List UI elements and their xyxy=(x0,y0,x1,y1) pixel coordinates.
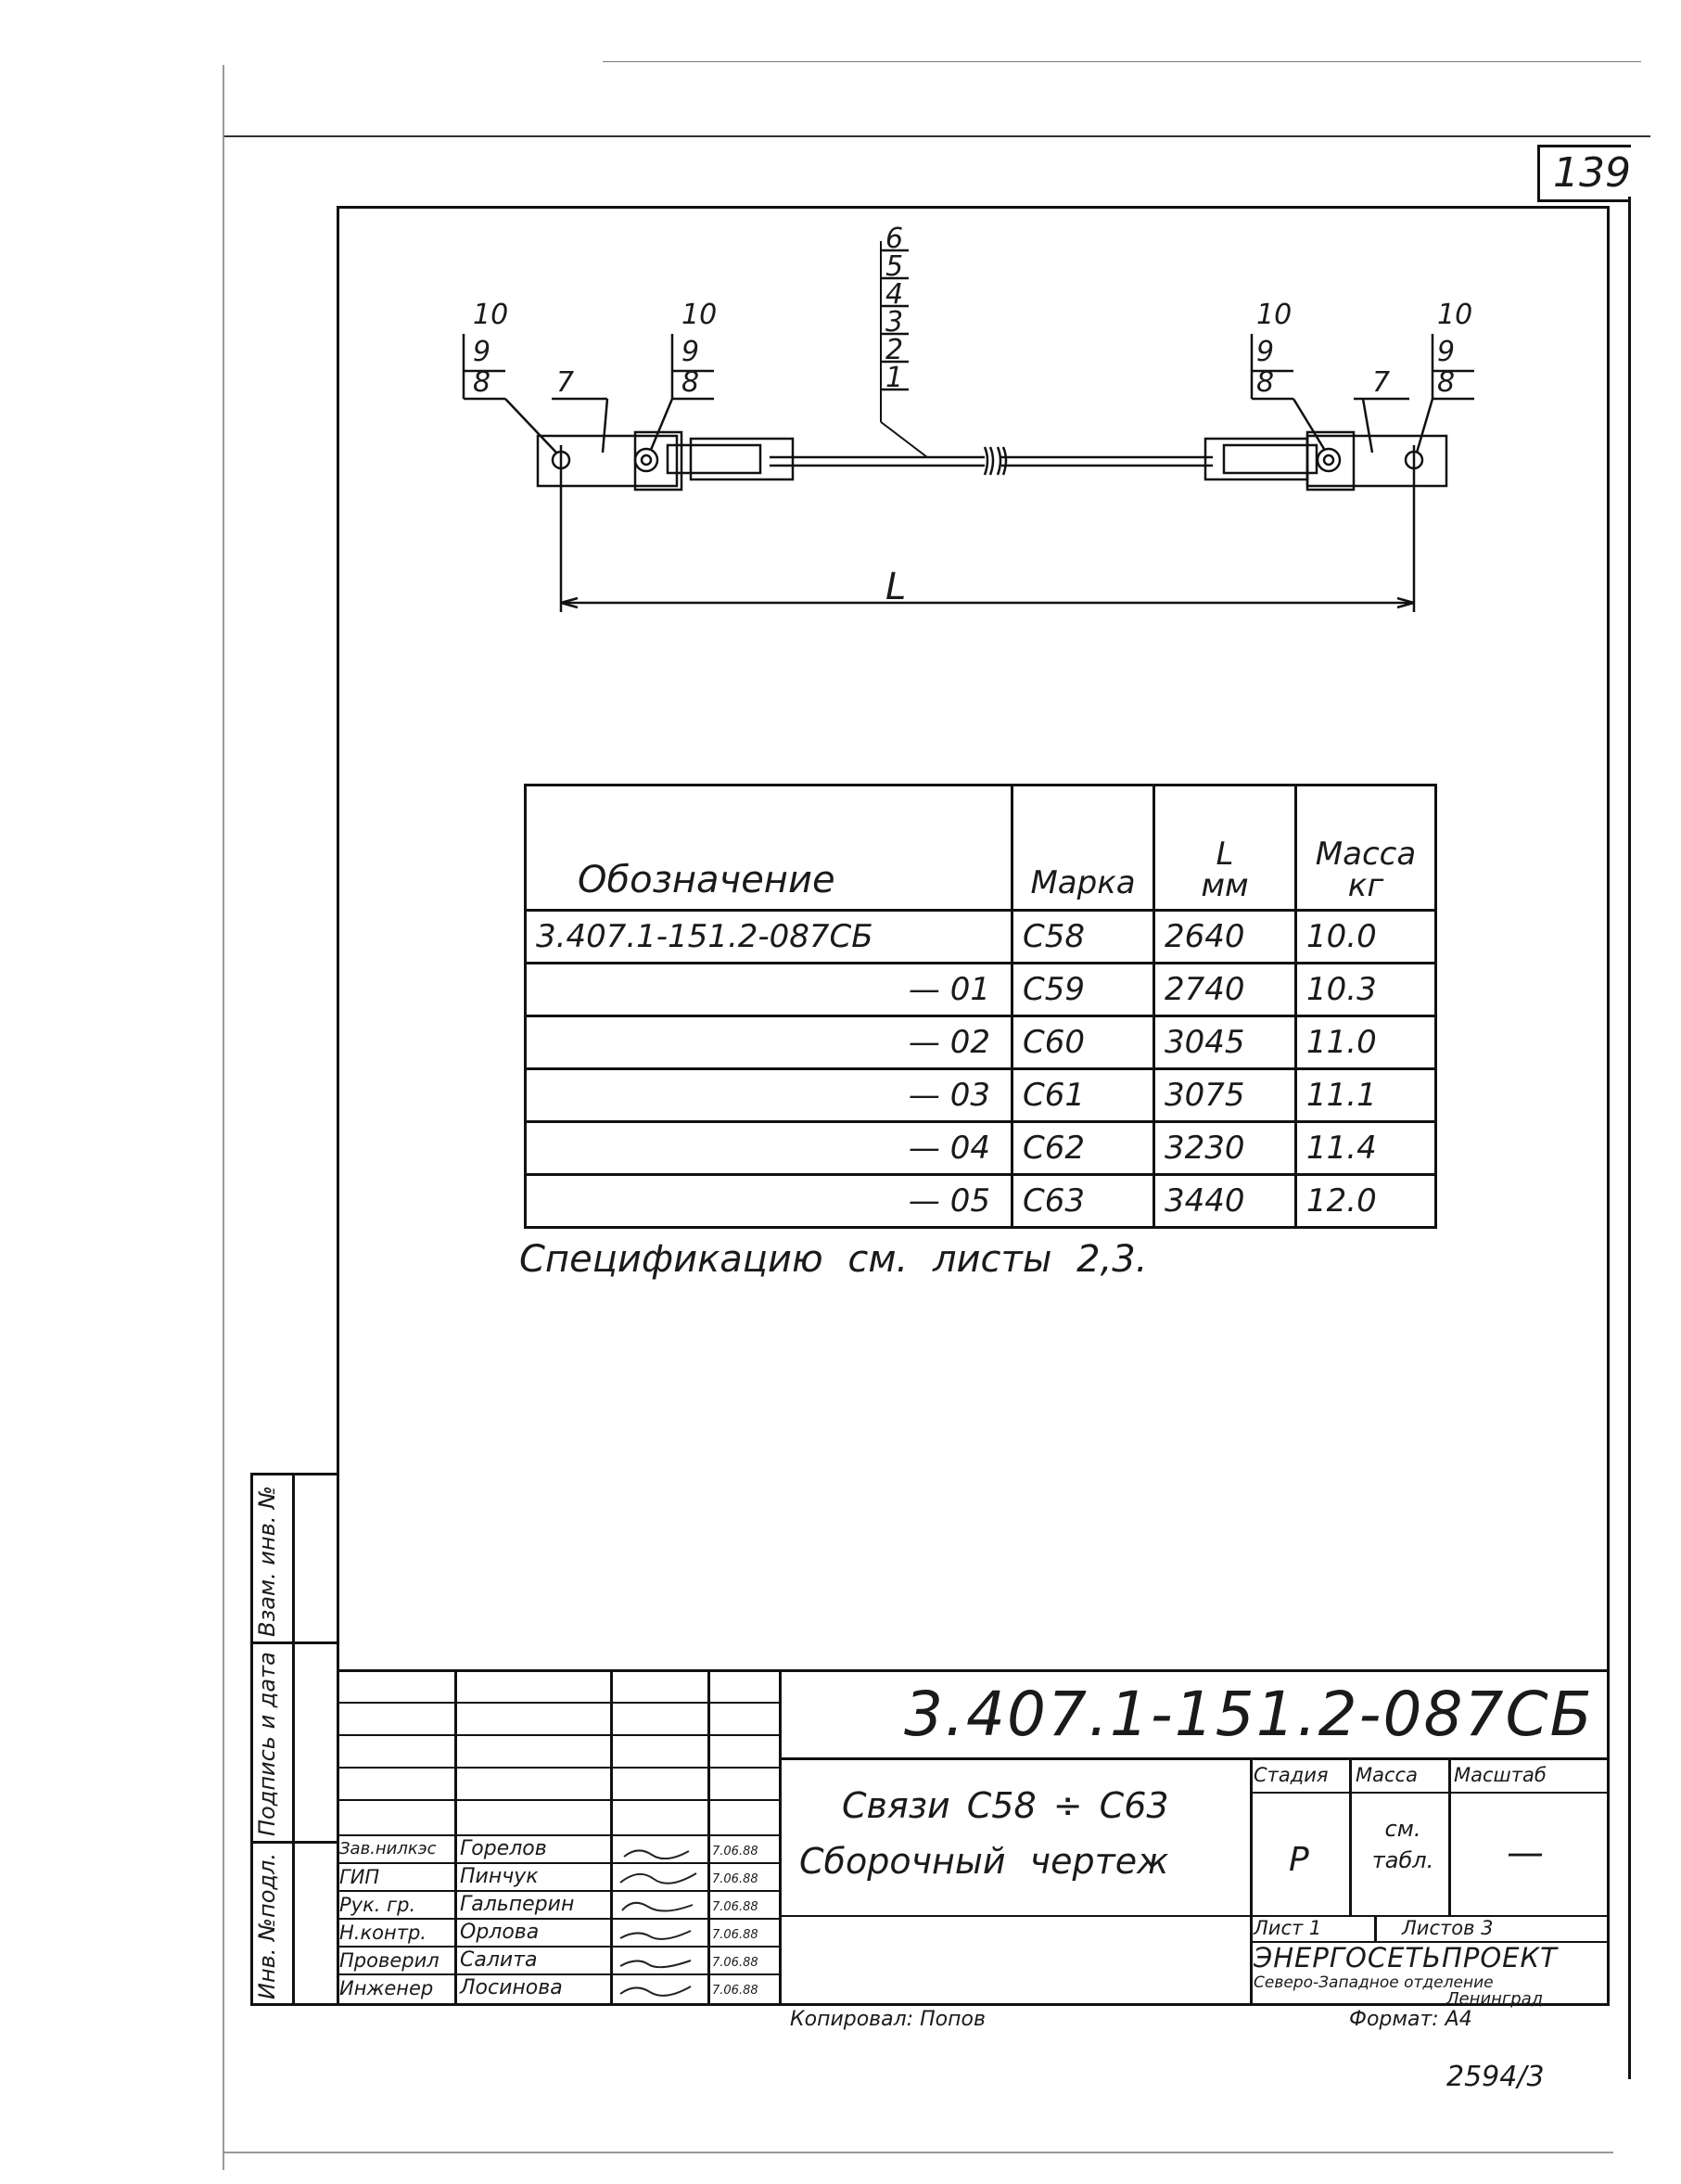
table-row xyxy=(526,964,1436,1016)
scale-header: Масштаб xyxy=(1454,1764,1547,1786)
signer-role: Инженер xyxy=(339,1977,434,1999)
stage-header: Стадия xyxy=(1254,1764,1329,1786)
cell-length: 2640 xyxy=(1154,911,1296,964)
cell-length: 3440 xyxy=(1154,1175,1296,1228)
leader-right-part-7: 7 xyxy=(1372,366,1391,399)
archive-number: 2594/3 xyxy=(1446,2061,1545,2093)
top-edge-line xyxy=(603,61,1641,62)
tb-row xyxy=(337,1918,780,1920)
cell-mark: С62 xyxy=(1012,1122,1154,1175)
assembly-drawing xyxy=(436,213,1502,640)
break-mark-right xyxy=(998,447,1006,475)
signer-date: 7.06.88 xyxy=(712,1928,758,1942)
cell-mark: С61 xyxy=(1012,1069,1154,1122)
sheet-number: 139 xyxy=(1553,149,1631,197)
leader-ro-10: 10 xyxy=(1437,299,1473,331)
tb-row xyxy=(337,1890,780,1892)
mass-value: см. табл. xyxy=(1371,1816,1434,1873)
side-col-divider xyxy=(292,1473,295,2006)
table-header-row xyxy=(526,785,1436,911)
tb-row xyxy=(337,1862,780,1864)
leader-center-2: 2 xyxy=(885,334,904,366)
title-line-1: Связи С58 ÷ С63 xyxy=(842,1785,1169,1826)
side-label-inv-podl: Инв. №подл. xyxy=(254,1853,280,1999)
signer-name: Орлова xyxy=(460,1921,540,1944)
signer-name: Пинчук xyxy=(460,1865,539,1888)
tb-col-3 xyxy=(707,1669,710,2006)
signatures xyxy=(615,1836,704,2003)
top-frame-line xyxy=(223,135,1650,137)
tb-code-bottom xyxy=(779,1757,1610,1760)
col-length: L мм xyxy=(1154,785,1296,911)
sheets-label: Листов 3 xyxy=(1402,1917,1494,1939)
cell-mass: 11.1 xyxy=(1296,1069,1436,1122)
cell-mass: 11.0 xyxy=(1296,1016,1436,1069)
signer-date: 7.06.88 xyxy=(712,1845,758,1858)
cell-designation: — 01 xyxy=(526,964,1012,1016)
cell-designation: 3.407.1-151.2-087СБ xyxy=(526,911,1012,964)
tb-mass-col xyxy=(1448,1757,1451,1915)
signature-mark xyxy=(620,1931,691,1939)
leader-lo-8: 8 xyxy=(473,366,491,399)
org-branch-2: Ленинград xyxy=(1446,1989,1544,2009)
leader-ro-9: 9 xyxy=(1437,336,1456,368)
col-mark: Марка xyxy=(1012,785,1154,911)
plate-left xyxy=(538,436,677,486)
signer-role: Зав.нилкэс xyxy=(339,1839,437,1858)
sleeve-right xyxy=(1224,445,1317,473)
left-edge-line xyxy=(223,65,224,2170)
side-row-1 xyxy=(250,1641,337,1644)
signer-role: Проверил xyxy=(339,1949,439,1972)
signer-date: 7.06.88 xyxy=(712,1900,758,1914)
leader-ri-9: 9 xyxy=(1256,336,1275,368)
tb-col-4 xyxy=(779,1669,782,2006)
break-mark-left xyxy=(985,447,993,475)
cell-designation: — 05 xyxy=(526,1175,1012,1228)
signer-date: 7.06.88 xyxy=(712,1956,758,1970)
leader-center-3: 3 xyxy=(885,306,904,338)
cell-designation: — 04 xyxy=(526,1122,1012,1175)
title-line-2: Сборочный чертеж xyxy=(799,1841,1169,1882)
leader-center-4: 4 xyxy=(885,278,904,311)
signer-date: 7.06.88 xyxy=(712,1872,758,1886)
cell-mark: С58 xyxy=(1012,911,1154,964)
cell-mass: 10.0 xyxy=(1296,911,1436,964)
tb-stage-col xyxy=(1349,1757,1352,1915)
cell-length: 3075 xyxy=(1154,1069,1296,1122)
signer-name: Горелов xyxy=(460,1837,547,1860)
signer-date: 7.06.88 xyxy=(712,1984,758,1998)
format-label: Формат: А4 xyxy=(1349,2008,1472,2031)
signer-role: Рук. гр. xyxy=(339,1894,416,1916)
col-designation: Обозначение xyxy=(526,785,1012,911)
pin-left-inner xyxy=(635,449,657,471)
tb-row xyxy=(337,1767,780,1769)
spec-note: Спецификацию см. листы 2,3. xyxy=(519,1238,1148,1281)
stage-value: Р xyxy=(1289,1841,1309,1879)
pin-right-inner xyxy=(1318,449,1340,471)
org-name: ЭНЕРГОСЕТЬПРОЕКТ xyxy=(1254,1942,1558,1973)
tb-col-2 xyxy=(610,1669,613,2006)
dimension-label: L xyxy=(885,566,907,608)
cell-length: 3230 xyxy=(1154,1122,1296,1175)
sheet-number-box xyxy=(1537,145,1631,202)
side-row-2 xyxy=(250,1841,337,1844)
table-row xyxy=(526,1175,1436,1228)
cell-length: 3045 xyxy=(1154,1016,1296,1069)
signer-role: ГИП xyxy=(339,1866,380,1888)
sheet-label: Лист 1 xyxy=(1254,1917,1322,1939)
leader-lo-10: 10 xyxy=(473,299,509,331)
cell-mark: С59 xyxy=(1012,964,1154,1016)
cell-mass: 12.0 xyxy=(1296,1175,1436,1228)
org-branch-1: Северо-Западное отделение xyxy=(1254,1973,1494,1992)
copied-by: Копировал: Попов xyxy=(790,2008,986,2031)
bottom-edge-line xyxy=(223,2152,1613,2153)
cell-mark: С63 xyxy=(1012,1175,1154,1228)
table-row xyxy=(526,911,1436,964)
cell-mass: 11.4 xyxy=(1296,1122,1436,1175)
col-mass: Масса кг xyxy=(1296,785,1436,911)
tb-row xyxy=(337,1946,780,1948)
cell-designation: — 03 xyxy=(526,1069,1012,1122)
signer-name: Салита xyxy=(460,1948,538,1972)
leader-ri-8: 8 xyxy=(1256,366,1275,399)
tb-row xyxy=(337,1734,780,1736)
signature-mark xyxy=(620,1986,691,1996)
signature-mark xyxy=(620,1873,696,1884)
leader-center-1: 1 xyxy=(885,362,904,394)
cell-designation: — 02 xyxy=(526,1016,1012,1069)
cell-length: 2740 xyxy=(1154,964,1296,1016)
pin-right-inner-core xyxy=(1324,455,1333,465)
plate-right xyxy=(1307,436,1446,486)
cell-mass: 10.3 xyxy=(1296,964,1436,1016)
leader-li-8: 8 xyxy=(681,366,700,399)
plate-right-end xyxy=(1307,432,1354,490)
table-row xyxy=(526,1122,1436,1175)
leader-center-tip xyxy=(881,422,927,457)
spec-table xyxy=(524,784,1437,1229)
leader-center-5: 5 xyxy=(885,250,904,283)
pin-left-inner-core xyxy=(642,455,651,465)
table-row xyxy=(526,1069,1436,1122)
leader-li-9: 9 xyxy=(681,336,700,368)
table-row xyxy=(526,1016,1436,1069)
leader-ro-8: 8 xyxy=(1437,366,1456,399)
signer-role: Н.контр. xyxy=(339,1922,427,1944)
tb-title-right xyxy=(1250,1757,1253,2006)
cell-mark: С60 xyxy=(1012,1016,1154,1069)
side-label-signature: Подпись и дата xyxy=(254,1652,280,1836)
tb-title-bottom xyxy=(779,1915,1250,1917)
tb-row xyxy=(337,1834,780,1836)
side-label-vzam: Взам. инв. № xyxy=(254,1486,280,1637)
leader-li-10: 10 xyxy=(681,299,718,331)
signature-mark xyxy=(624,1850,689,1858)
right-outer-line xyxy=(1628,197,1631,2079)
leader-lo-9: 9 xyxy=(473,336,491,368)
tb-stage-head-bottom xyxy=(1250,1792,1610,1794)
signer-name: Лосинова xyxy=(460,1976,563,1999)
signer-name: Гальперин xyxy=(460,1893,575,1916)
mass-header: Масса xyxy=(1356,1764,1418,1786)
tb-sheet-col xyxy=(1374,1915,1377,1941)
leader-center-6: 6 xyxy=(885,223,904,255)
tb-row xyxy=(337,1799,780,1801)
leader-left-part-7: 7 xyxy=(556,366,575,399)
tb-row xyxy=(337,1973,780,1975)
signature-mark xyxy=(622,1903,693,1911)
scale-value: — xyxy=(1507,1832,1544,1874)
doc-code: 3.407.1-151.2-087СБ xyxy=(904,1679,1594,1750)
leader-ri-10: 10 xyxy=(1256,299,1293,331)
tb-row xyxy=(337,1702,780,1704)
tb-col-1 xyxy=(454,1669,457,2006)
signature-mark xyxy=(620,1960,691,1967)
